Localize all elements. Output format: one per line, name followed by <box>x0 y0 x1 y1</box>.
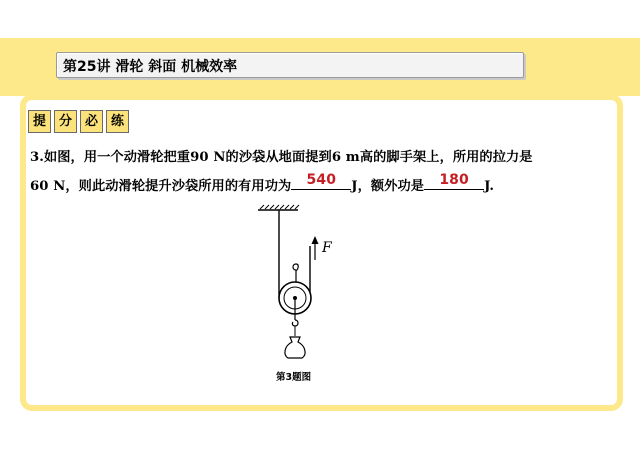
sandbag-icon <box>285 337 305 358</box>
answer-extra-work: 180 <box>439 172 469 188</box>
answer-useful-work: 540 <box>306 172 337 188</box>
question-line-1: 3.如图，用一个动滑轮把重90 N的沙袋从地面提到6 m高的脚手架上，所用的拉力是 <box>30 150 533 165</box>
section-tag <box>28 110 129 134</box>
question-text-middle: J，额外功是 <box>351 179 425 194</box>
lesson-title: 第25讲 滑轮 斜面 机械效率 <box>63 59 238 75</box>
question-text-after: J. <box>484 179 495 194</box>
answer-blank-extra-work <box>424 172 484 194</box>
section-tag-char: 练 <box>106 110 129 133</box>
answer-blank-useful-work <box>291 172 351 194</box>
force-label: F <box>322 240 332 256</box>
pulley-diagram <box>252 202 342 362</box>
pulley-axle <box>293 296 297 300</box>
upper-hook <box>293 264 298 282</box>
question-line-2 <box>30 172 495 194</box>
force-arrow <box>312 236 319 260</box>
section-tag-char: 分 <box>54 110 77 133</box>
lesson-title-box <box>56 52 524 78</box>
section-tag-char: 提 <box>28 110 51 133</box>
ceiling-support <box>258 205 299 210</box>
question-text-before: 60 N，则此动滑轮提升沙袋所用的有用功为 <box>30 179 292 194</box>
figure-caption: 第3题图 <box>276 372 312 383</box>
lower-hook <box>292 320 298 326</box>
section-tag-char: 必 <box>80 110 103 133</box>
